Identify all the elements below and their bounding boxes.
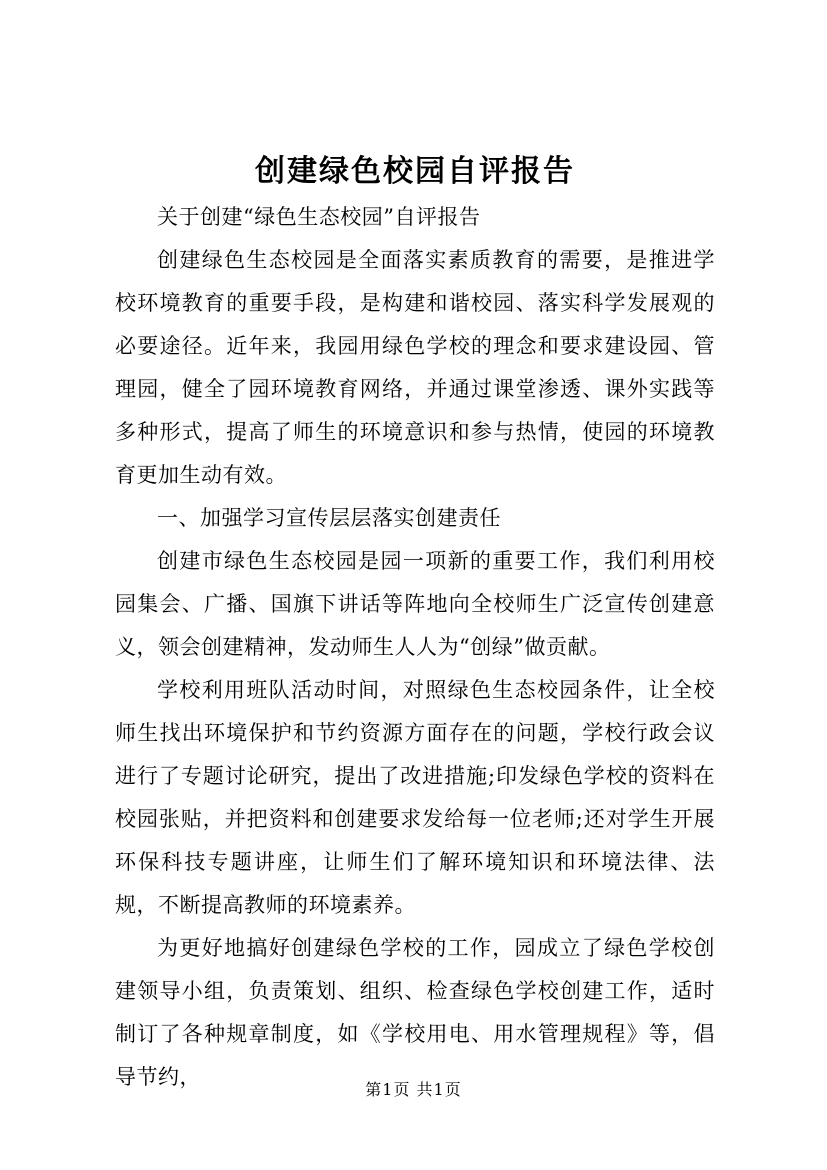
paragraph-body-3: 为更好地搞好创建绿色学校的工作，园成立了绿色学校创建领导小组，负责策划、组织、检查绿色学校创建工作，适时制订了各种规章制度，如《学校用电、用水管理规程》等，倡导节约， <box>115 936 715 1089</box>
paragraph-body-2: 学校利用班队活动时间，对照绿色生态校园条件，让全校师生找出环境保护和节约资源方面存在的问题，学校行政会议进行了专题讨论研究，提出了改进措施;印发绿色学校的资料在校园张贴，并把资料和创建要求发给每一位老师;还对学生开展环保科技专题讲座，让师生们了解环境知识和环境法律、法规，不断提高教师的环境素养。 <box>115 678 715 917</box>
page-number-footer: 第1页 共1页 <box>365 1080 462 1099</box>
paragraph-intro: 创建绿色生态校园是全面落实素质教育的需要，是推进学校环境教育的重要手段，是构建和谐校园、落实科学发展观的必要途径。近年来，我园用绿色学校的理念和要求建设园、管理园，健全了园环境教育网络，并通过课堂渗透、课外实践等多种形式，提高了师生的环境意识和参与热情，使园的环境教育更加生动有效。 <box>115 248 715 487</box>
paragraph-body-1: 创建市绿色生态校园是园一项新的重要工作，我们利用校园集会、广播、国旗下讲话等阵地向全校师生广泛宣传创建意义，领会创建精神，发动师生人人为“创绿”做贡献。 <box>115 549 715 659</box>
document-title: 创建绿色校园自评报告 <box>255 155 575 188</box>
paragraph-section-heading: 一、加强学习宣传层层落实创建责任 <box>157 506 501 530</box>
paragraph-subtitle: 关于创建“绿色生态校园”自评报告 <box>157 205 481 229</box>
